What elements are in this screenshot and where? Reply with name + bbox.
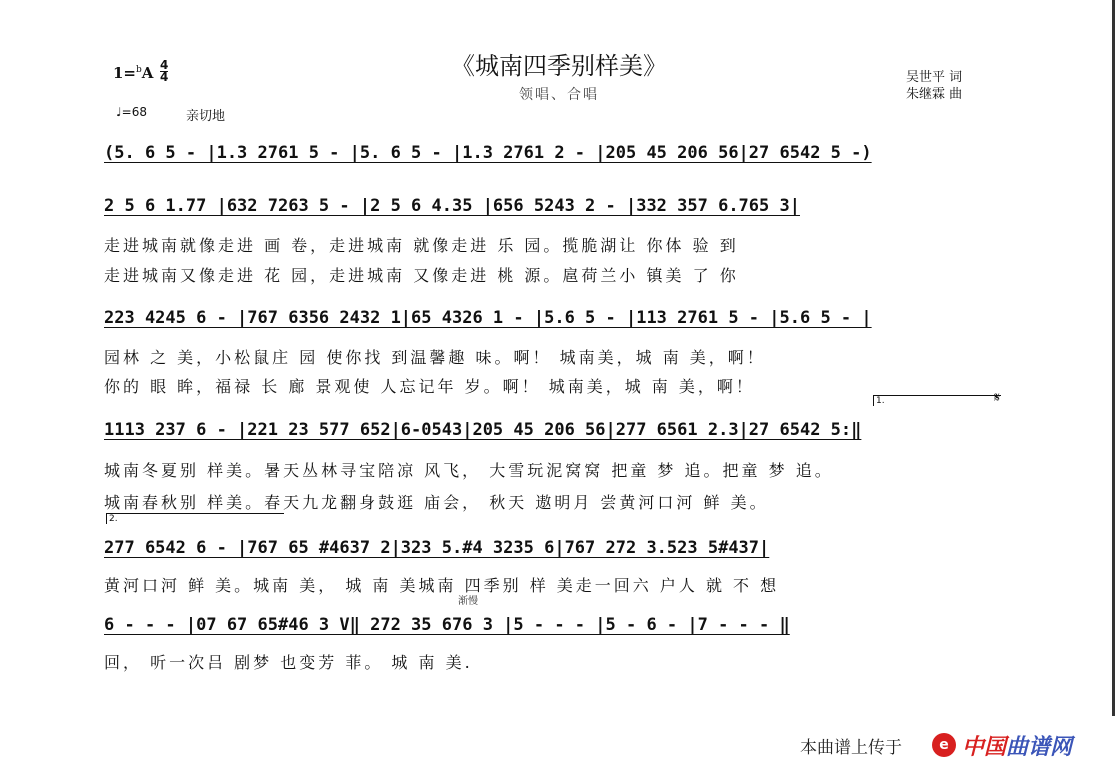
segno-sign: 𝄋 <box>994 390 1001 406</box>
time-signature: 4 4 <box>160 58 169 84</box>
site-brand-link[interactable]: 中国曲谱网 <box>962 734 1073 760</box>
lyric-line-2-verse-1: 走进城南就像走进 画 卷，走进城南 就像走进 乐 园。揽脆湖让 你体 验 到 <box>104 236 739 255</box>
lyric-line-4-verse-1: 城南冬夏别 样美。暑天丛林寻宝陪凉 风飞， 大雪玩泥窝窝 把童 梦 追。把童 梦 追。 <box>104 461 834 480</box>
lyric-line-2-verse-2: 走进城南又像走进 花 园，走进城南 又像走进 桃 源。扈荷兰小 镇美 了 你 <box>104 266 739 285</box>
composer-credit: 朱继霖 曲 <box>906 87 963 102</box>
volta-second-ending: 2. <box>106 513 284 524</box>
lyric-line-6: 回， 听一次吕 剧梦 也变芳 菲。 城 南 美. <box>104 653 473 672</box>
lyric-line-4-verse-2: 城南春秋别 样美。春天九龙翻身鼓逛 庙会， 秋天 遨明月 尝黄河口河 鲜 美。 <box>104 493 769 512</box>
volta-first-ending: 1. <box>873 395 1001 406</box>
notation-line-3: 223 4245 6 - |767 6356 2432 1|65 4326 1 - |5.6 5 - |113 2761 5 - |5.6 5 - | <box>104 308 872 328</box>
score-subtitle: 领唱、合唱 <box>519 87 599 103</box>
lyric-line-3-verse-1: 园林 之 美，小松鼠庄 园 使你找 到温馨趣 味。啊！ 城南美，城 南 美，啊！ <box>104 348 766 367</box>
notation-line-6: 6 - - - |07 67 65#46 3 V‖ 272 35 676 3 |5 - - - |5 - 6 - |7 - - - ‖ <box>104 615 790 635</box>
ritardando-marking: 渐慢 <box>458 596 478 607</box>
tempo-marking: ♩=68 <box>116 105 147 119</box>
notation-line-4: 1113 237 6 - |221 23 577 652|6-0543|205 45 206 56|277 6561 2.3|27 6542 5:‖ <box>104 420 862 440</box>
key-signature: 1=$^b$A <box>113 64 154 82</box>
notation-line-5: 277 6542 6 - |767 65 #4637 2|323 5.#4 3235 6|767 272 3.523 5#437| <box>104 538 770 558</box>
lyricist-credit: 吴世平 词 <box>906 70 963 85</box>
window-edge <box>1112 0 1115 716</box>
notation-line-1: (5. 6 5 - |1.3 2761 5 - |5. 6 5 - |1.3 2761 2 - |205 45 206 56|27 6542 5 -) <box>104 143 872 163</box>
lyric-line-5: 黄河口河 鲜 美。城南 美， 城 南 美城南 四季别 样 美走一回六 户人 就 不 想 <box>104 576 780 595</box>
score-title: 《城南四季别样美》 <box>451 52 667 80</box>
lyric-line-3-verse-2: 你的 眼 眸，福禄 长 廊 景观使 人忘记年 岁。啊！ 城南美，城 南 美，啊！ <box>104 377 755 396</box>
upload-note: 本曲谱上传于 <box>800 738 902 758</box>
site-logo-icon: e <box>932 733 956 757</box>
expression-marking: 亲切地 <box>186 109 226 124</box>
notation-line-2: 2 5 6 1.77 |632 7263 5 - |2 5 6 4.35 |656 5243 2 - |332 357 6.765 3| <box>104 196 800 216</box>
